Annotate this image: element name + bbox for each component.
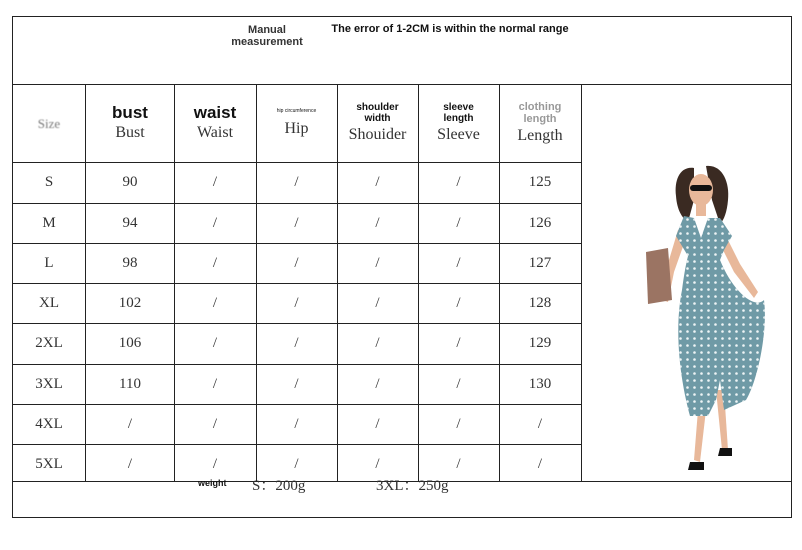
size-header-cell: [14, 86, 84, 162]
cell-value: XL: [39, 294, 59, 311]
table-cell-waist: [174, 404, 256, 444]
bust-header-sub: Bust: [115, 124, 145, 141]
hip-header-sub: Hip: [284, 120, 309, 137]
cell-value: /: [294, 294, 299, 311]
cell-value: 106: [118, 334, 142, 351]
table-cell-length: [499, 243, 581, 283]
table-cell-hip: [256, 203, 337, 243]
table-cell-waist: [174, 323, 256, 363]
cell-value: /: [456, 254, 461, 271]
cell-value: /: [375, 173, 380, 190]
cell-value: /: [375, 455, 380, 472]
cell-value: /: [294, 415, 299, 432]
table-cell-size: [12, 364, 86, 404]
table-cell-size: [12, 162, 86, 202]
table-cell-hip: [256, 243, 337, 283]
table-cell-shoulder: [337, 243, 418, 283]
table-cell-length: [499, 162, 581, 202]
cell-value: /: [375, 254, 380, 271]
table-cell-length: [499, 323, 581, 363]
shoe-icon: [688, 462, 704, 470]
cell-value: /: [212, 334, 218, 351]
cell-value: 94: [122, 214, 138, 231]
cell-value: /: [456, 294, 461, 311]
cell-value: 98: [122, 254, 138, 271]
table-cell-bust: [86, 404, 174, 444]
length-header-sub: Length: [517, 127, 563, 144]
shoulder-header-sub: Shouider: [348, 126, 407, 143]
table-cell-sleeve: [418, 162, 499, 202]
cell-value: /: [375, 375, 380, 392]
table-cell-waist: [174, 243, 256, 283]
hip-header-cell: [256, 84, 337, 162]
table-cell-length: [499, 444, 581, 484]
length-header-cell: [499, 84, 581, 162]
manual-measurement-label: Manual measurement: [231, 24, 303, 48]
cell-value: /: [375, 415, 380, 432]
table-cell-size: [12, 444, 86, 484]
table-cell-waist: [174, 364, 256, 404]
cell-value: /: [456, 334, 461, 351]
neck-shape: [696, 204, 706, 216]
cell-value: M: [42, 214, 56, 231]
sunglasses-icon: [690, 185, 712, 191]
cell-value: /: [375, 294, 380, 311]
cell-value: /: [375, 214, 380, 231]
cell-value: /: [212, 254, 218, 271]
cell-value: /: [294, 214, 299, 231]
table-cell-sleeve: [418, 243, 499, 283]
cell-value: /: [456, 173, 461, 190]
cell-value: /: [294, 455, 299, 472]
table-cell-shoulder: [337, 162, 418, 202]
size-header-label: Size: [37, 116, 61, 131]
table-cell-bust: [86, 162, 174, 202]
bust-header-main: bust: [112, 103, 148, 122]
table-cell-hip: [256, 323, 337, 363]
table-cell-waist: [174, 283, 256, 323]
table-cell-length: [499, 203, 581, 243]
cell-value: /: [127, 455, 133, 472]
length-header-main: clothing length: [518, 101, 562, 125]
table-cell-hip: [256, 162, 337, 202]
cell-value: /: [456, 375, 461, 392]
cell-value: /: [212, 173, 218, 190]
table-cell-bust: [86, 243, 174, 283]
weight-3xl: 3XL：250g: [376, 478, 449, 494]
rule: [581, 84, 582, 481]
table-cell-sleeve: [418, 323, 499, 363]
cell-value: S: [44, 173, 54, 190]
sleeve-header-cell: [418, 84, 499, 162]
cell-value: /: [294, 375, 299, 392]
cell-value: /: [212, 214, 218, 231]
table-cell-shoulder: [337, 203, 418, 243]
shoulder-header-cell: [337, 84, 418, 162]
table-cell-bust: [86, 203, 174, 243]
leg-shape: [694, 410, 706, 462]
table-cell-bust: [86, 444, 174, 484]
cell-value: 3XL: [35, 375, 63, 392]
cell-value: 110: [119, 375, 141, 392]
cell-value: 5XL: [35, 455, 63, 472]
table-cell-length: [499, 364, 581, 404]
cell-value: 130: [528, 375, 552, 392]
weight-label: weight: [198, 478, 227, 488]
polka-dots-pattern: [676, 216, 765, 416]
table-cell-hip: [256, 404, 337, 444]
waist-header-cell: [174, 84, 256, 162]
model-photo: [628, 160, 778, 480]
cell-value: /: [456, 455, 461, 472]
cell-value: /: [212, 294, 218, 311]
cell-value: /: [537, 455, 543, 472]
cell-value: /: [375, 334, 380, 351]
bust-header-cell: [86, 84, 174, 162]
cell-value: 128: [528, 294, 552, 311]
table-cell-waist: [174, 203, 256, 243]
cell-value: 4XL: [35, 415, 63, 432]
sleeve-header-sub: Sleeve: [437, 126, 480, 143]
cell-value: 90: [122, 173, 138, 190]
table-cell-size: [12, 404, 86, 444]
shoe-icon: [718, 448, 732, 456]
cell-value: /: [294, 334, 299, 351]
table-cell-bust: [86, 283, 174, 323]
table-cell-shoulder: [337, 404, 418, 444]
cell-value: /: [294, 173, 299, 190]
table-cell-shoulder: [337, 323, 418, 363]
shoulder-header-main: shoulder width: [356, 102, 399, 124]
cell-value: /: [456, 214, 461, 231]
table-cell-sleeve: [418, 283, 499, 323]
cell-value: /: [212, 375, 218, 392]
table-cell-size: [12, 203, 86, 243]
table-cell-waist: [174, 162, 256, 202]
table-cell-sleeve: [418, 404, 499, 444]
table-cell-length: [499, 404, 581, 444]
table-cell-size: [12, 283, 86, 323]
weight-s: S：200g: [252, 478, 306, 494]
table-cell-sleeve: [418, 364, 499, 404]
cell-value: 2XL: [35, 334, 63, 351]
table-cell-shoulder: [337, 364, 418, 404]
table-cell-size: [12, 323, 86, 363]
handbag-icon: [646, 248, 672, 304]
table-cell-size: [12, 243, 86, 283]
table-cell-bust: [86, 364, 174, 404]
cell-value: 127: [528, 254, 552, 271]
cell-value: /: [212, 455, 218, 472]
waist-header-sub: Waist: [196, 124, 234, 141]
table-cell-hip: [256, 283, 337, 323]
table-cell-hip: [256, 364, 337, 404]
cell-value: 129: [528, 334, 552, 351]
table-cell-length: [499, 283, 581, 323]
cell-value: /: [294, 254, 299, 271]
cell-value: 126: [528, 214, 552, 231]
table-cell-bust: [86, 323, 174, 363]
error-note: The error of 1-2CM is within the normal range: [331, 23, 569, 35]
cell-value: 125: [528, 173, 552, 190]
cell-value: /: [212, 415, 218, 432]
hip-header-main: hip circumference: [276, 108, 317, 114]
waist-header-main: waist: [193, 103, 237, 122]
cell-value: /: [537, 415, 543, 432]
cell-value: /: [127, 415, 133, 432]
cell-value: 102: [118, 294, 142, 311]
sleeve-header-main: sleeve length: [443, 102, 474, 124]
cell-value: /: [456, 415, 461, 432]
cell-value: L: [44, 254, 54, 271]
table-cell-sleeve: [418, 203, 499, 243]
table-cell-shoulder: [337, 283, 418, 323]
